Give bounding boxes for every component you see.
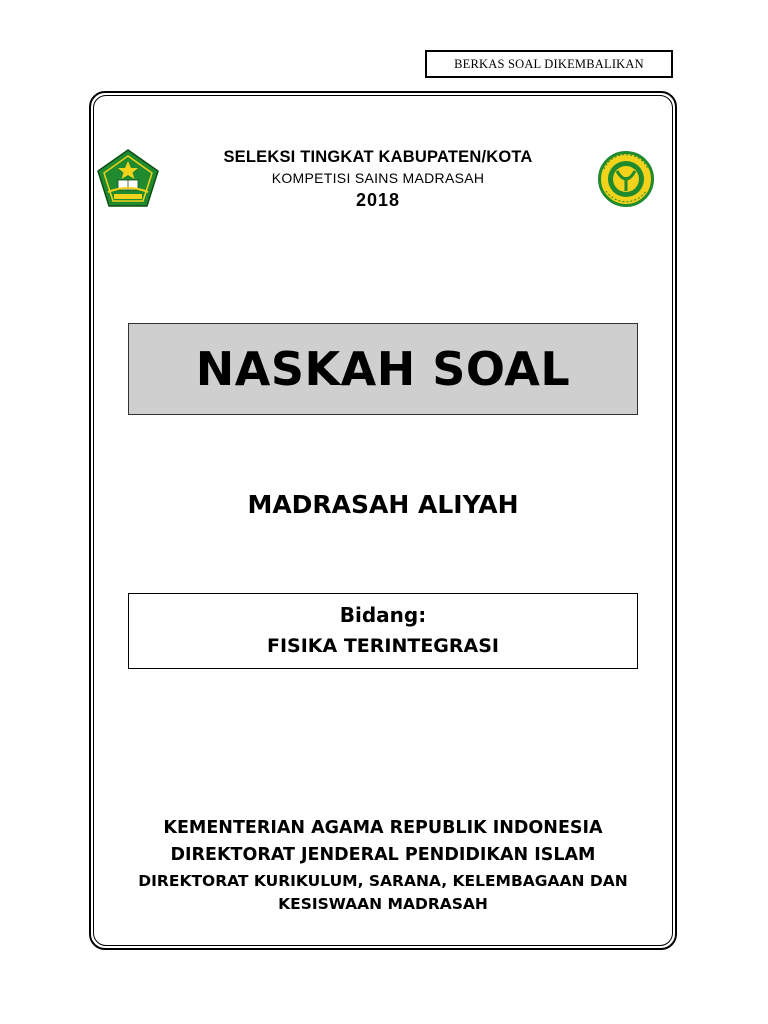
footer-directorate-line2: KESISWAAN MADRASAH	[278, 895, 488, 913]
returned-document-stamp	[425, 50, 673, 78]
footer-directorate-line1: DIREKTORAT KURIKULUM, SARANA, KELEMBAGAAN DAN	[138, 872, 628, 890]
subject-field-value: FISIKA TERINTEGRASI	[266, 635, 499, 657]
header-selection-level: SELEKSI TINGKAT KABUPATEN/KOTA	[223, 148, 533, 166]
kompetisi-sains-madrasah-logo-icon	[596, 151, 656, 207]
header-year: 2018	[355, 190, 401, 210]
school-level: MADRASAH ALIYAH	[247, 490, 519, 519]
document-title: NASKAH SOAL	[195, 342, 571, 396]
document-title-box	[128, 323, 638, 415]
footer-ministry: KEMENTERIAN AGAMA REPUBLIK INDONESIA	[163, 818, 603, 838]
footer-directorate-general: DIREKTORAT JENDERAL PENDIDIKAN ISLAM	[170, 845, 596, 865]
subject-field-box	[128, 593, 638, 669]
subject-field-label: Bidang:	[339, 603, 427, 627]
header-competition-name: KOMPETISI SAINS MADRASAH	[271, 170, 485, 186]
kementerian-agama-logo-icon	[96, 148, 160, 208]
stamp-text: BERKAS SOAL DIKEMBALIKAN	[454, 56, 644, 71]
